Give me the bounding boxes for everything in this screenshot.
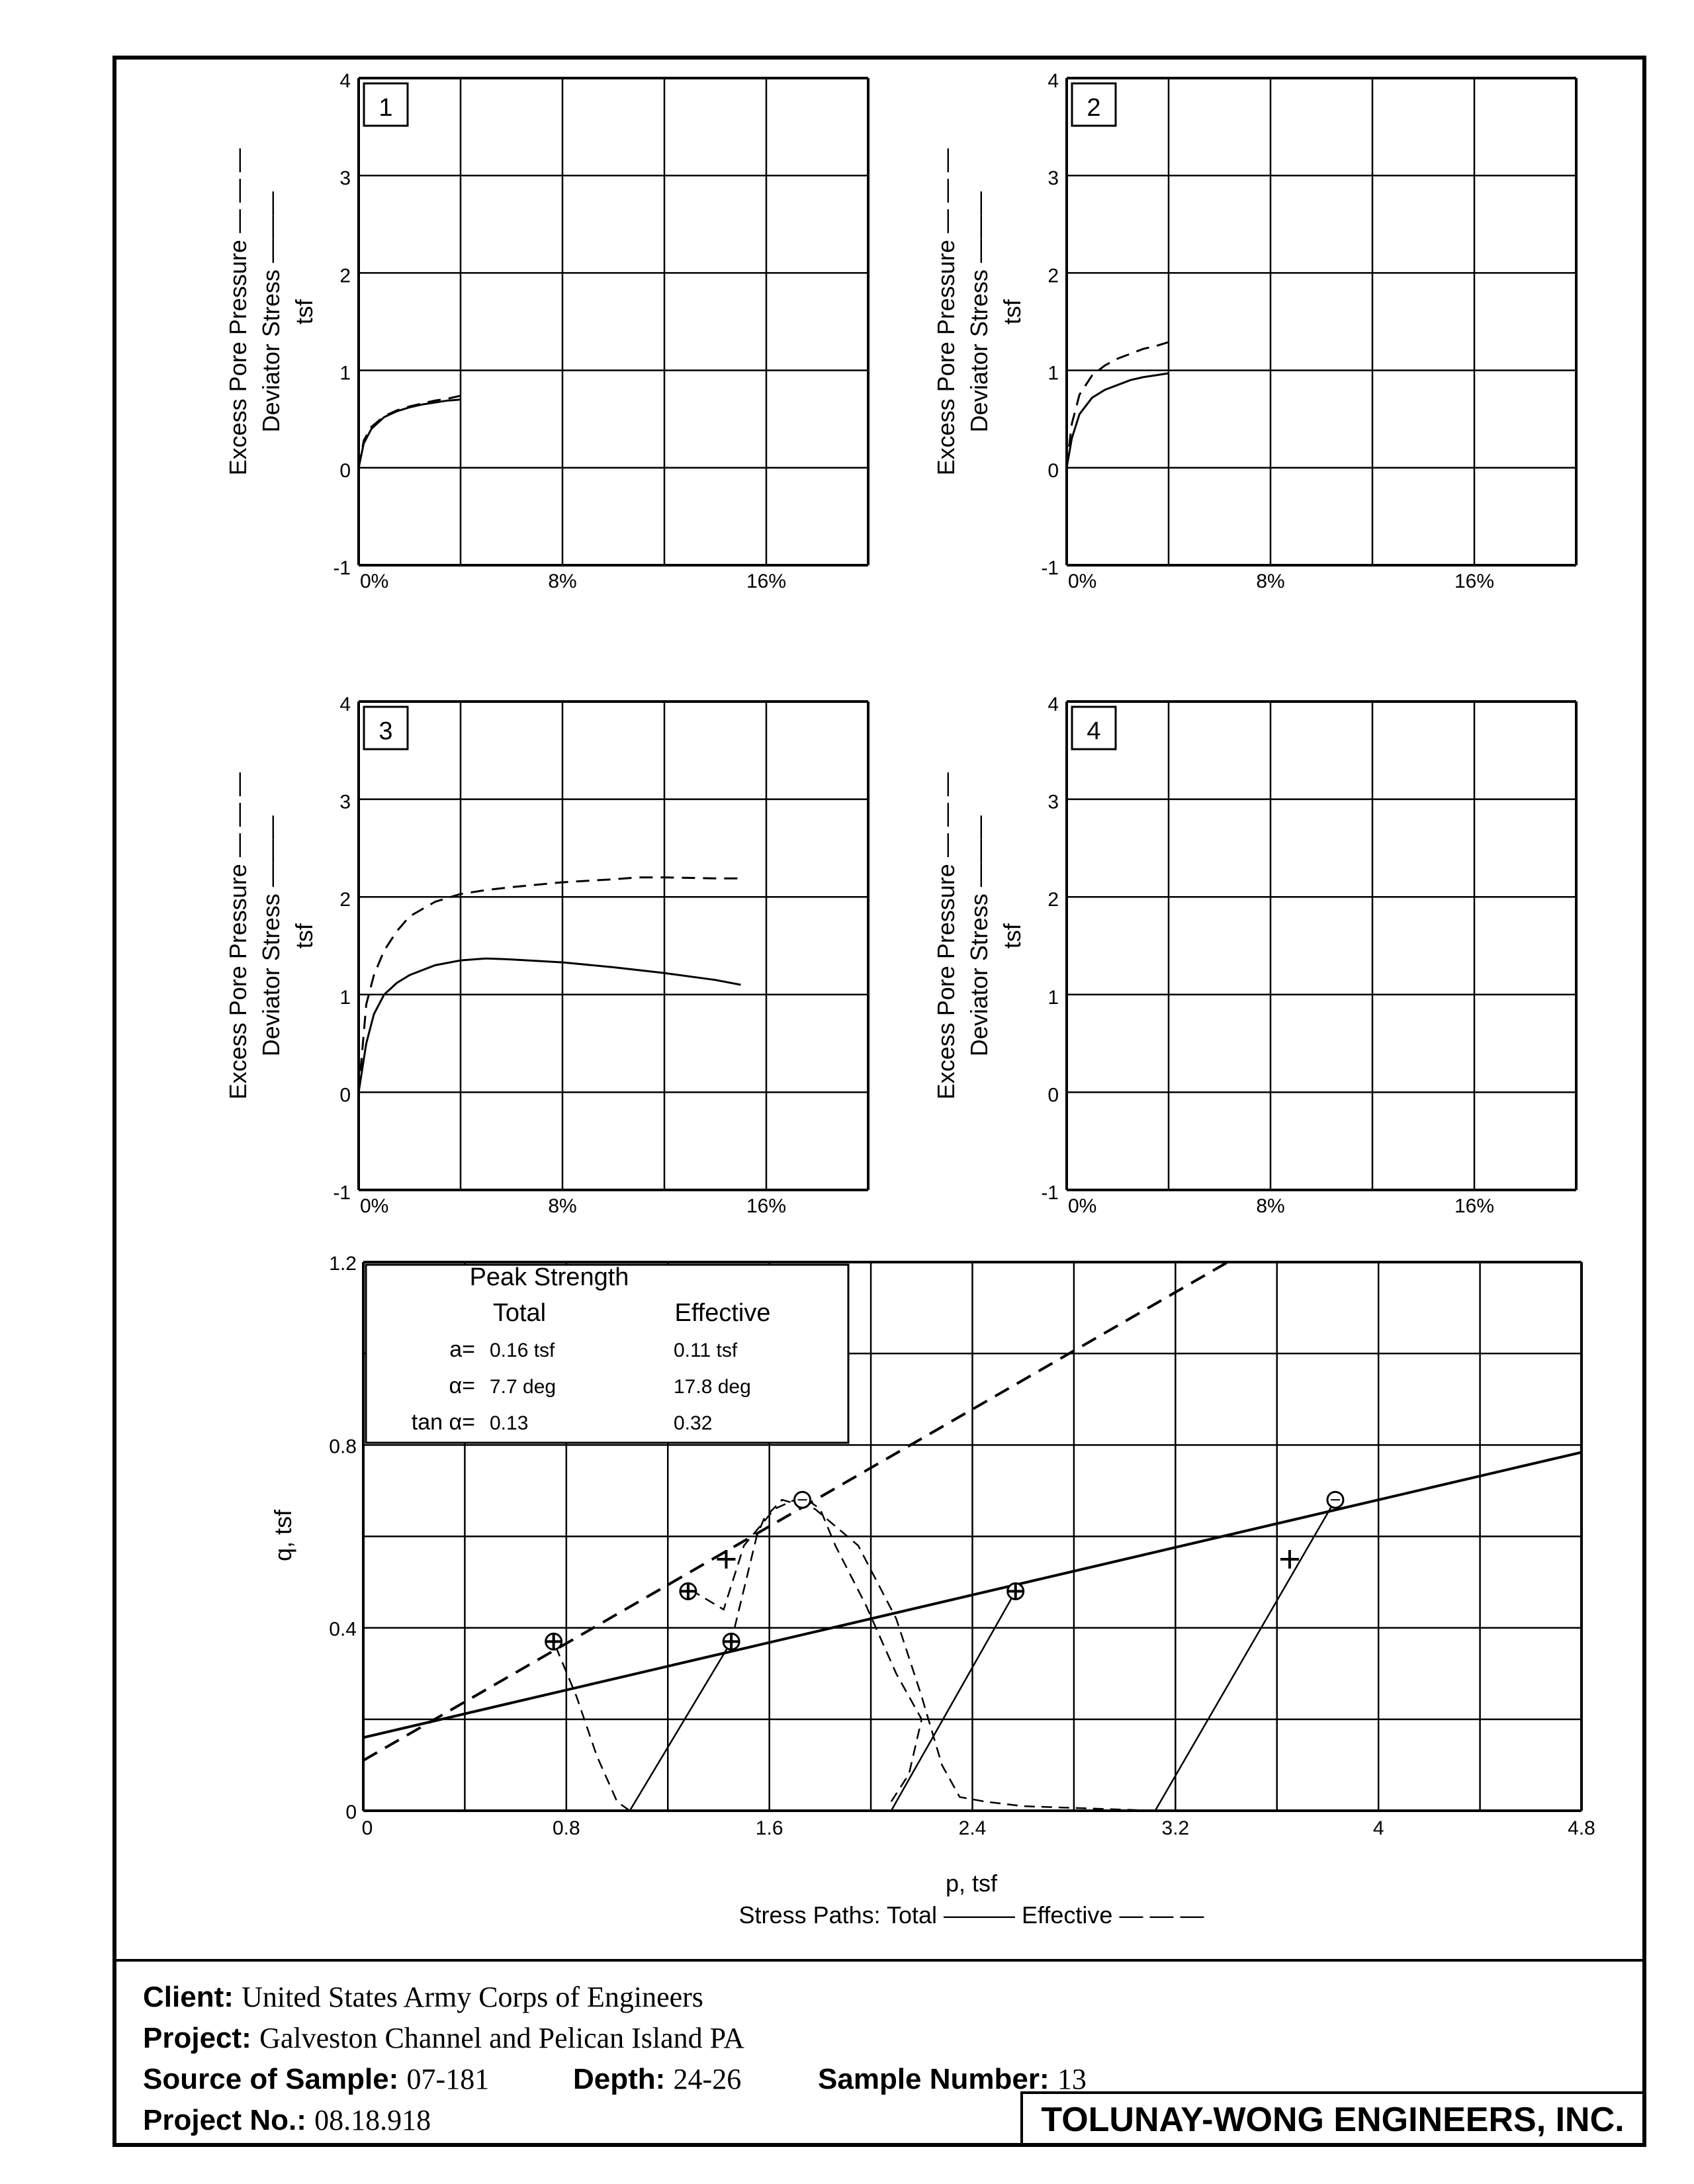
y-axis-label: Excess Pore Pressure — — —: [224, 148, 251, 476]
x-tick-label: 16%: [746, 1195, 787, 1217]
y-tick-label: 2: [339, 265, 351, 287]
source-value: 07-181: [406, 2063, 490, 2095]
y-tick-label: 0: [339, 459, 351, 482]
peak-row-effective: 0.32: [674, 1412, 713, 1434]
total-stress-path: [891, 1591, 1016, 1811]
client-value: United States Army Corps of Engineers: [242, 1981, 703, 2013]
y-axis-label: Deviator Stress ———: [257, 191, 285, 433]
peak-strength-title: Peak Strength: [469, 1263, 629, 1291]
y-tick-label: -1: [333, 557, 351, 579]
y-tick-label: 0: [1048, 459, 1059, 482]
x-tick-label: 0%: [360, 570, 389, 592]
x-tick-label: 2.4: [958, 1817, 987, 1839]
client-label: Client:: [143, 1981, 234, 2013]
sample-value: 13: [1057, 2063, 1087, 2095]
y-tick-label: 0: [345, 1801, 357, 1823]
y-tick-label: 4: [1048, 70, 1059, 92]
y-tick-label: 4: [1048, 694, 1059, 715]
y-tick-label: -1: [1041, 557, 1059, 579]
depth-row: [573, 2062, 741, 2096]
panel-number: 1: [379, 94, 393, 122]
depth-value: 24-26: [673, 2063, 742, 2095]
y-axis-label: Deviator Stress ———: [257, 815, 285, 1057]
x-tick-label: 0%: [1068, 570, 1097, 592]
x-tick-label: 0%: [1068, 1195, 1097, 1217]
y-tick-label: 0: [339, 1084, 351, 1107]
deviator-stress-line: [359, 400, 461, 468]
y-tick-label: 3: [1048, 791, 1059, 813]
y-axis-label: Excess Pore Pressure — — —: [932, 148, 959, 476]
y-tick-label: -1: [1041, 1182, 1059, 1204]
y-tick-label: 0.8: [329, 1435, 357, 1458]
y-axis-label: Deviator Stress ———: [965, 191, 993, 433]
x-tick-label: 1.6: [755, 1817, 783, 1839]
x-tick-label: 4: [1372, 1817, 1384, 1839]
x-tick-label: 16%: [1454, 570, 1495, 592]
source-label: Source of Sample:: [143, 2063, 399, 2095]
effective-stress-path: [693, 1500, 922, 1801]
x-tick-label: 16%: [746, 570, 787, 592]
y-tick-label: 1: [339, 362, 351, 385]
panel-number: 3: [379, 717, 393, 745]
peak-row-total: 0.16 tsf: [490, 1340, 555, 1361]
y-axis-label: q, tsf: [269, 1509, 296, 1562]
peak-row-label: tan α=: [411, 1410, 475, 1435]
x-tick-label: 0%: [360, 1195, 389, 1217]
peak-row-total: 0.13: [490, 1412, 529, 1434]
y-axis-label: Deviator Stress ———: [965, 815, 993, 1057]
y-tick-label: 4: [339, 70, 351, 92]
projno-label: Project No.:: [143, 2104, 306, 2136]
x-tick-label: 8%: [548, 1195, 577, 1217]
depth-label: Depth:: [573, 2063, 666, 2095]
y-tick-label: 1: [339, 986, 351, 1009]
panel-number: 2: [1087, 94, 1101, 122]
y-tick-label: 0: [1048, 1084, 1059, 1107]
y-axis-label: Excess Pore Pressure — — —: [932, 772, 959, 1100]
pore-pressure-line: [359, 878, 741, 1093]
x-tick-label: 8%: [1256, 1195, 1285, 1217]
panel-number: 4: [1087, 717, 1101, 745]
x-tick-label: 8%: [1256, 570, 1285, 592]
y-tick-label: 1: [1048, 986, 1059, 1009]
effective-stress-path: [554, 1641, 630, 1811]
effective-stress-path: [731, 1500, 1155, 1811]
y-tick-label: 3: [1048, 167, 1059, 190]
y-tick-label: 3: [339, 791, 351, 813]
projno-row: [143, 2103, 431, 2137]
peak-row-total: 7.7 deg: [490, 1376, 557, 1398]
y-tick-label: 3: [339, 167, 351, 190]
y-axis-label: tsf: [999, 299, 1026, 325]
y-axis-label: tsf: [999, 923, 1026, 949]
deviator-stress-line: [359, 958, 741, 1092]
y-tick-label: 0.4: [329, 1618, 357, 1641]
peak-col-effective: Effective: [674, 1299, 771, 1327]
x-tick-label: 4.8: [1568, 1817, 1595, 1839]
sample-label: Sample Number:: [818, 2063, 1049, 2095]
y-tick-label: 1: [1048, 362, 1059, 385]
legend-text: Stress Paths: Total ——— Effective — — —: [738, 1901, 1204, 1929]
peak-row-label: a=: [449, 1337, 475, 1362]
pore-pressure-line: [359, 396, 461, 468]
x-tick-label: 0.8: [552, 1817, 580, 1839]
peak-row-label: α=: [449, 1373, 475, 1398]
x-axis-label: p, tsf: [945, 1870, 998, 1897]
y-tick-label: 4: [339, 694, 351, 715]
y-tick-label: 2: [1048, 265, 1059, 287]
y-axis-label: tsf: [290, 923, 318, 949]
deviator-stress-line: [1067, 373, 1169, 468]
x-tick-label: 8%: [548, 570, 577, 592]
y-tick-label: -1: [333, 1182, 351, 1204]
peak-col-total: Total: [492, 1299, 547, 1327]
y-tick-label: 1.2: [329, 1253, 357, 1275]
y-tick-label: 2: [339, 889, 351, 911]
company-name: TOLUNAY-WONG ENGINEERS, INC.: [1020, 2091, 1642, 2143]
source-row: [143, 2062, 489, 2096]
y-axis-label: Excess Pore Pressure — — —: [224, 772, 251, 1100]
client-row: [143, 1980, 703, 2014]
total-stress-path: [630, 1641, 731, 1811]
project-row: [143, 2021, 744, 2055]
projno-value: 08.18.918: [314, 2104, 431, 2136]
project-label: Project:: [143, 2022, 251, 2054]
pore-pressure-line: [1067, 342, 1169, 468]
title-block: [116, 1959, 1642, 2143]
x-tick-label: 3.2: [1161, 1817, 1190, 1839]
y-axis-label: tsf: [290, 299, 318, 325]
project-value: Galveston Channel and Pelican Island PA: [259, 2022, 744, 2054]
x-tick-label: 0: [361, 1817, 373, 1839]
peak-row-effective: 17.8 deg: [674, 1376, 751, 1398]
y-tick-label: 2: [1048, 889, 1059, 911]
x-tick-label: 16%: [1454, 1195, 1495, 1217]
peak-row-effective: 0.11 tsf: [674, 1340, 738, 1361]
